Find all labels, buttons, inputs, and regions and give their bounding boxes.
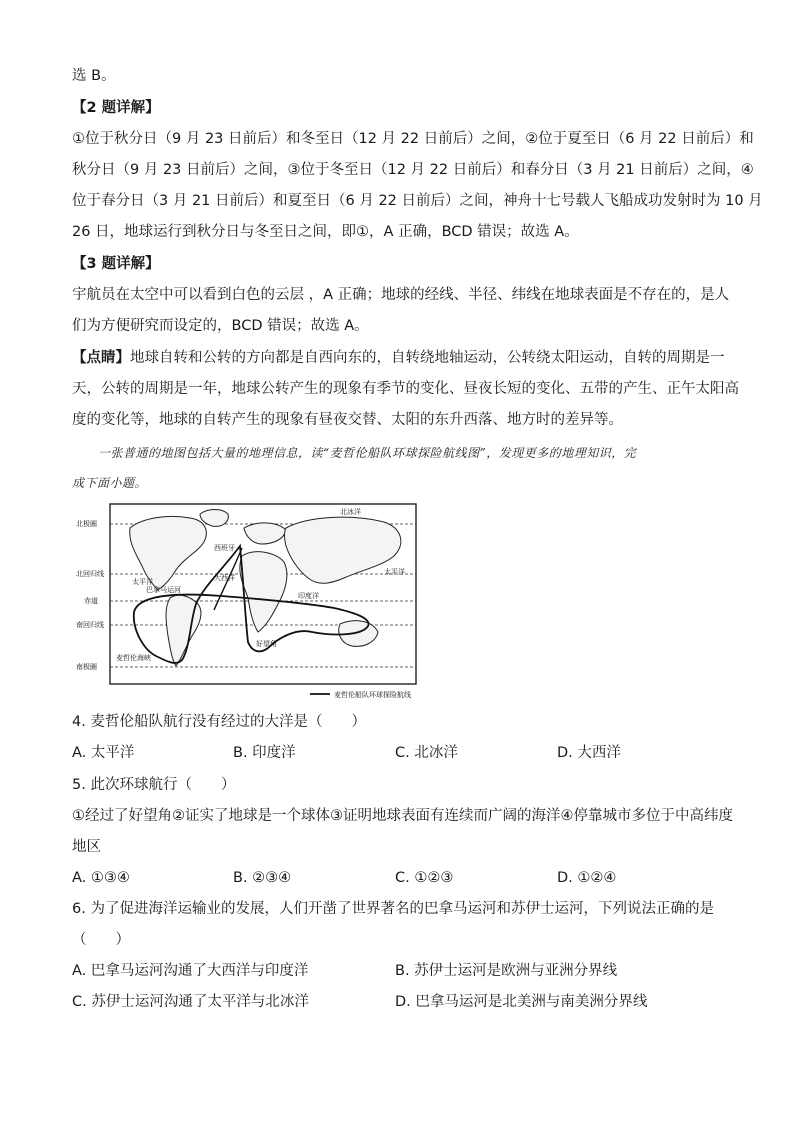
- label-arctic-ocean: 北冰洋: [340, 508, 361, 516]
- q2-line-2: 秋分日（9 月 23 日前后）之间，③位于冬至日（12 月 22 日前后）和春分日（3 月 21 日前后）之间，④: [72, 162, 754, 178]
- label-arctic-circle: 北极圈: [76, 520, 97, 528]
- q5-body-2: 地区: [72, 839, 101, 855]
- label-strait-of-magellan: 麦哲伦海峡: [116, 654, 151, 662]
- q4-option-a: A. 太平洋: [72, 745, 135, 761]
- intro-line-1: 一张普通的地图包括大量的地理信息，读“麦哲伦船队环球探险航线图”，发现更多的地理知识，完: [98, 446, 637, 460]
- q6-option-d: D. 巴拿马运河是北美洲与南美洲分界线: [395, 994, 648, 1010]
- note-label: 【点睛】: [72, 350, 130, 366]
- q4-option-c: C. 北冰洋: [395, 745, 458, 761]
- q6-option-c: C. 苏伊士运河沟通了太平洋与北冰洋: [72, 994, 309, 1010]
- q2-line-1: ①位于秋分日（9 月 23 日前后）和冬至日（12 月 22 日前后）之间，②位于夏至日（6 月 22 日前后）和: [72, 131, 754, 147]
- q5-option-c: C. ①②③: [395, 870, 454, 886]
- note-line-2: 天，公转的周期是一年，地球公转产生的现象有季节的变化、昼夜长短的变化、五带的产生、正午太阳高: [72, 381, 739, 397]
- label-equator: 赤道: [84, 597, 98, 605]
- q3-heading: 【3 题详解】: [72, 256, 160, 272]
- label-indian-ocean: 印度洋: [298, 592, 319, 600]
- q3-line-2: 们为方便研究而设定的，BCD 错误；故选 A。: [72, 318, 369, 334]
- q6-stem-2: （ ）: [72, 932, 130, 948]
- q3-line-1: 宇航员在太空中可以看到白色的云层 ，A 正确；地球的经线、半径、纬线在地球表面是不存在的，是人: [72, 287, 730, 303]
- label-spain: 西班牙: [214, 544, 235, 552]
- label-pacific-ocean-east: 太平洋: [132, 578, 153, 586]
- q2-line-4: 26 日，地球运行到秋分日与冬至日之间，即①，A 正确，BCD 错误；故选 A。: [72, 224, 579, 240]
- label-pacific-ocean-west: 太平洋: [384, 568, 405, 576]
- q4-option-d: D. 大西洋: [557, 745, 621, 761]
- q4-stem: 4. 麦哲伦船队航行没有经过的大洋是（ ）: [72, 714, 366, 730]
- label-antarctic-circle: 南极圈: [76, 663, 97, 671]
- q5-option-a: A. ①③④: [72, 870, 130, 886]
- intro-line-2: 成下面小题。: [72, 476, 148, 490]
- q5-option-d: D. ①②④: [557, 870, 617, 886]
- q5-stem: 5. 此次环球航行（ ）: [72, 777, 236, 793]
- q6-stem: 6. 为了促进海洋运输业的发展，人们开凿了世界著名的巴拿马运河和苏伊士运河，下列说法正确的是: [72, 901, 714, 917]
- q4-option-b: B. 印度洋: [233, 745, 296, 761]
- legend-text: 麦哲伦船队环球探险航线: [334, 691, 411, 699]
- q5-option-b: B. ②③④: [233, 870, 292, 886]
- label-tropic-capricorn: 南回归线: [76, 621, 104, 629]
- previous-answer: 选 B。: [72, 68, 116, 84]
- label-cape-of-good-hope: 好望角: [256, 640, 277, 648]
- map-svg: [72, 500, 428, 700]
- note-text-1: 地球自转和公转的方向都是自西向东的，自转绕地轴运动，公转绕太阳运动，自转的周期是一: [130, 350, 725, 366]
- q2-line-3: 位于春分日（3 月 21 日前后）和夏至日（6 月 22 日前后）之间，神舟十七号载人飞船成功发射时为 10 月: [72, 193, 763, 209]
- label-atlantic-ocean: 大西洋: [214, 574, 235, 582]
- q6-option-a: A. 巴拿马运河沟通了大西洋与印度洋: [72, 963, 309, 979]
- q6-option-b: B. 苏伊士运河是欧洲与亚洲分界线: [395, 963, 618, 979]
- magellan-route-map: [72, 500, 428, 700]
- note-line-1: [72, 348, 725, 368]
- q5-body-1: ①经过了好望角②证实了地球是一个球体③证明地球表面有连续而广阔的海洋④停靠城市多位于中高纬度: [72, 808, 733, 824]
- note-line-3: 度的变化等，地球的自转产生的现象有昼夜交替、太阳的东升西落、地方时的差异等。: [72, 412, 623, 428]
- label-panama-canal: 巴拿马运河: [146, 586, 181, 594]
- q2-heading: 【2 题详解】: [72, 100, 160, 116]
- label-tropic-cancer: 北回归线: [76, 570, 104, 578]
